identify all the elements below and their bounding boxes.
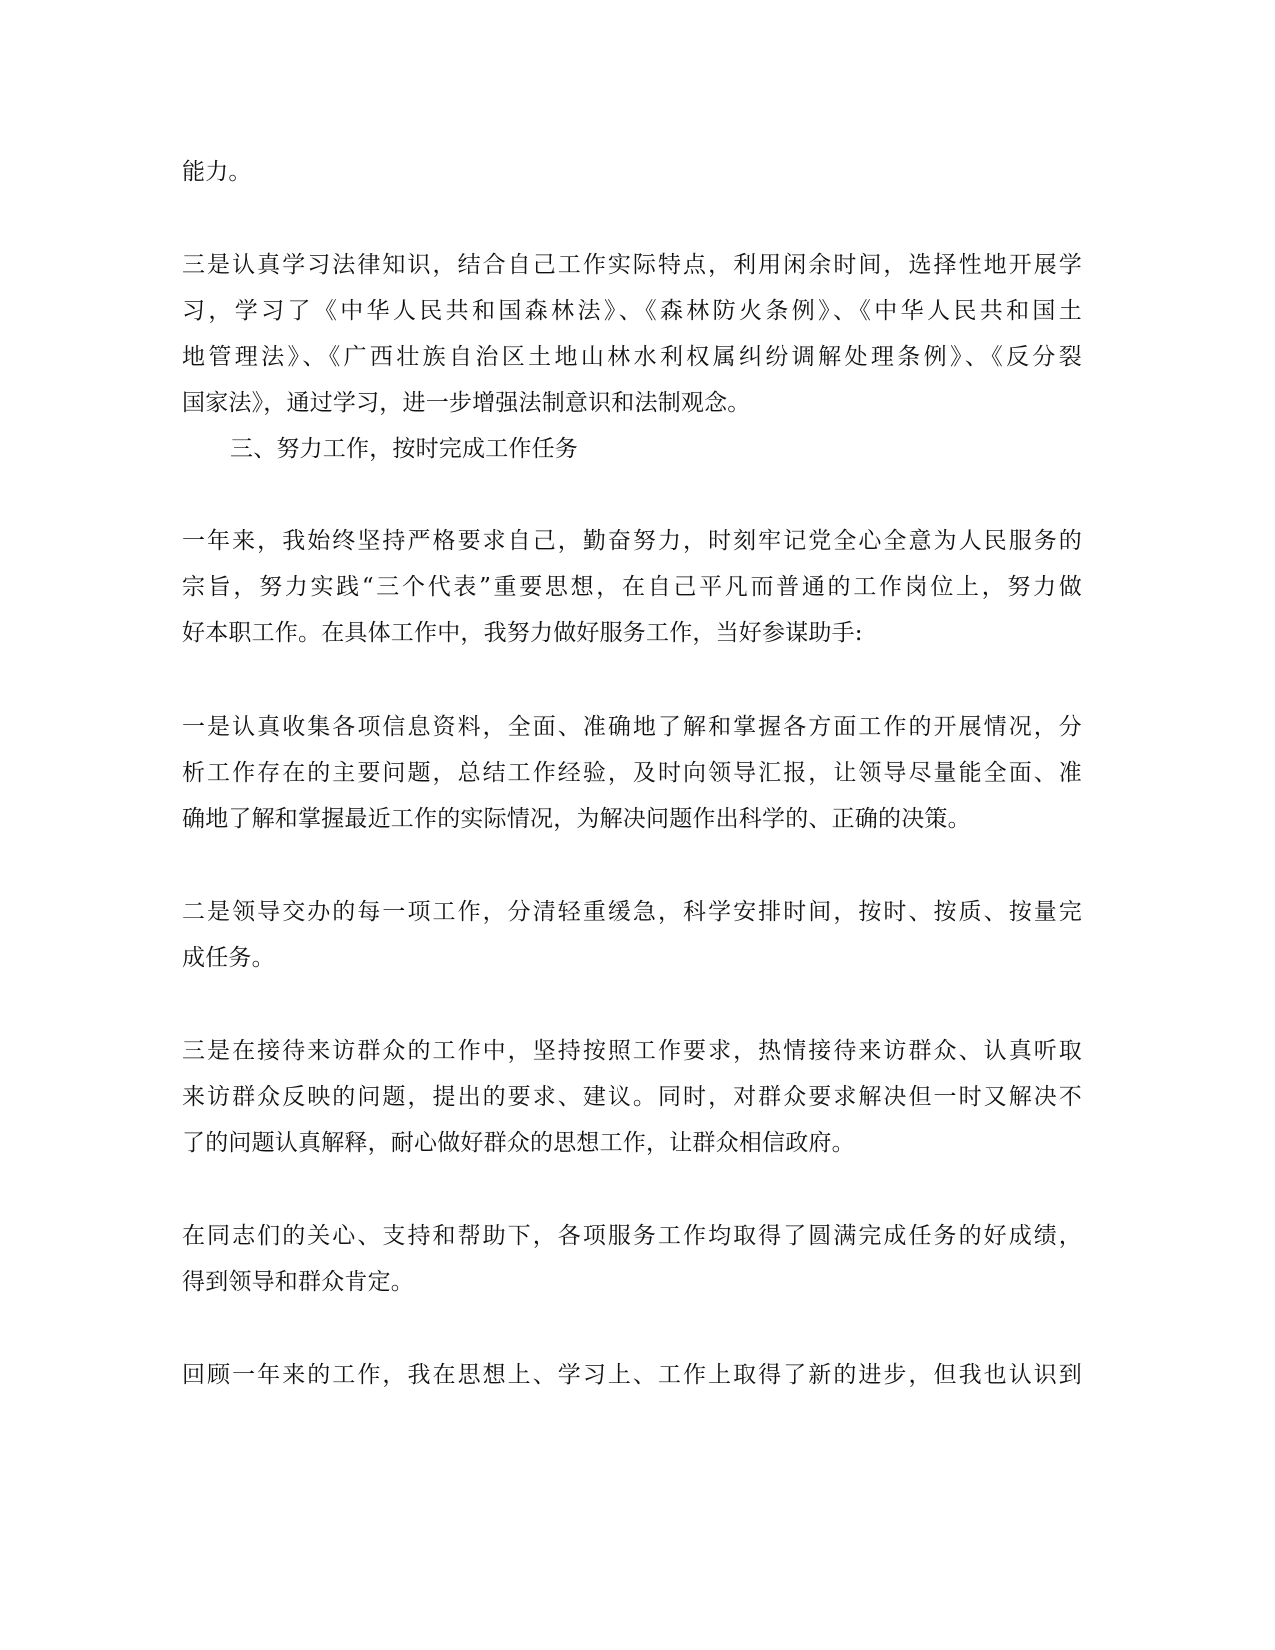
paragraph-line: 二是领导交办的每一项工作，分清轻重缓急，科学安排时间，按时、按质、按量完 xyxy=(182,899,1082,925)
paragraph-line: 能力。 xyxy=(182,159,252,185)
paragraph-line: 地管理法》、《广西壮族自治区土地山林水利权属纠纷调解处理条例》、《反分裂 xyxy=(182,344,1082,370)
section-heading: 三、努力工作，按时完成工作任务 xyxy=(230,436,578,462)
paragraph-line: 一是认真收集各项信息资料，全面、准确地了解和掌握各方面工作的开展情况，分 xyxy=(182,714,1082,740)
paragraph-line: 三是认真学习法律知识，结合自己工作实际特点，利用闲余时间，选择性地开展学 xyxy=(182,252,1082,278)
paragraph-line: 确地了解和掌握最近工作的实际情况，为解决问题作出科学的、正确的决策。 xyxy=(182,806,971,832)
paragraph-line: 成任务。 xyxy=(182,945,275,971)
paragraph-line: 宗旨，努力实践“三个代表”重要思想，在自己平凡而普通的工作岗位上，努力做 xyxy=(182,574,1082,600)
paragraph-line: 国家法》，通过学习，进一步增强法制意识和法制观念。 xyxy=(182,390,751,416)
paragraph-line: 回顾一年来的工作，我在思想上、学习上、工作上取得了新的进步，但我也认识到 xyxy=(182,1362,1082,1388)
paragraph-line: 习，学习了《中华人民共和国森林法》、《森林防火条例》、《中华人民共和国土 xyxy=(182,298,1082,324)
paragraph-line: 得到领导和群众肯定。 xyxy=(182,1269,414,1295)
paragraph-line: 一年来，我始终坚持严格要求自己，勤奋努力，时刻牢记党全心全意为人民服务的 xyxy=(182,528,1082,554)
paragraph-line: 在同志们的关心、支持和帮助下，各项服务工作均取得了圆满完成任务的好成绩， xyxy=(182,1223,1082,1249)
paragraph-line: 好本职工作。在具体工作中，我努力做好服务工作，当好参谋助手: xyxy=(182,620,863,646)
paragraph-line: 析工作存在的主要问题，总结工作经验，及时向领导汇报，让领导尽量能全面、准 xyxy=(182,760,1082,786)
paragraph-line: 了的问题认真解释，耐心做好群众的思想工作，让群众相信政府。 xyxy=(182,1130,855,1156)
paragraph-line: 三是在接待来访群众的工作中，坚持按照工作要求，热情接待来访群众、认真听取 xyxy=(182,1038,1082,1064)
paragraph-line: 来访群众反映的问题，提出的要求、建议。同时，对群众要求解决但一时又解决不 xyxy=(182,1084,1082,1110)
